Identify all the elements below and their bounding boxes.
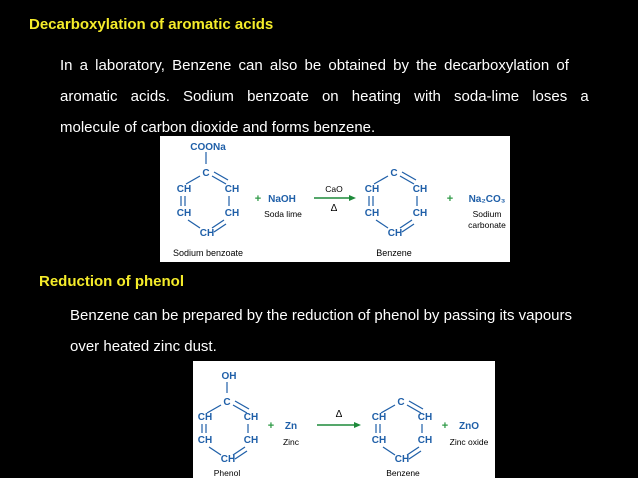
- arrow-head: [349, 195, 356, 201]
- heat-symbol: Δ: [330, 203, 338, 214]
- ring-atom-label: CH: [394, 454, 410, 465]
- heat-symbol: Δ: [335, 409, 343, 420]
- section-title-reduction: Reduction of phenol: [39, 273, 184, 290]
- section-title-decarboxylation: Decarboxylation of aromatic acids: [29, 16, 274, 33]
- ring-atom-label: C: [390, 168, 398, 179]
- condition-label: CaO: [325, 184, 343, 194]
- ring-atom-label: CH: [224, 208, 240, 219]
- product-name: Benzene: [376, 248, 412, 258]
- ring-atom-label: CH: [197, 435, 213, 446]
- ring-atom-label: CH: [176, 184, 192, 195]
- paragraph-line-4: Benzene can be prepared by the reduction of phenol by passing its vapours: [70, 307, 573, 324]
- plus-sign: +: [446, 193, 454, 205]
- ring-atom-label: C: [397, 397, 405, 408]
- bond-line: [374, 176, 388, 184]
- reactant-name: Phenol: [213, 468, 241, 478]
- byproduct-label: Na₂CO₃: [468, 194, 506, 205]
- ring-atom-label: C: [223, 397, 231, 408]
- ring-atom-label: CH: [197, 412, 213, 423]
- substituent-label: OH: [221, 371, 237, 382]
- ring-atom-label: CH: [364, 184, 380, 195]
- byproduct-note: carbonate: [468, 220, 506, 230]
- plus-sign: +: [441, 420, 449, 432]
- reagent-label: Zn: [284, 421, 298, 432]
- reaction-2-svg: [193, 361, 495, 478]
- bond-line: [186, 176, 200, 184]
- product-name: Benzene: [386, 468, 420, 478]
- ring-atom-label: CH: [387, 228, 403, 239]
- paragraph-line-2: aromatic acids. Sodium benzoate on heating with soda-lime loses a: [60, 88, 589, 105]
- bond-line: [209, 447, 221, 455]
- ring-atom-label: CH: [199, 228, 215, 239]
- ring-atom-label: C: [202, 168, 210, 179]
- ring-atom-label: CH: [417, 412, 433, 423]
- byproduct-note: Sodium: [472, 209, 502, 219]
- paragraph-line-1: In a laboratory, Benzene can also be obtained by the decarboxylation of: [60, 57, 569, 74]
- ring-atom-label: CH: [364, 208, 380, 219]
- reaction-1-svg: [160, 136, 510, 262]
- ring-atom-label: CH: [412, 208, 428, 219]
- bond-line: [383, 447, 395, 455]
- byproduct-note: Zinc oxide: [449, 437, 489, 447]
- ring-atom-label: CH: [417, 435, 433, 446]
- ring-atom-label: CH: [371, 435, 387, 446]
- reactant-name: Sodium benzoate: [172, 248, 244, 258]
- reagent-note: Soda lime: [264, 209, 302, 219]
- reaction-diagram-decarboxylation: [160, 136, 510, 262]
- ring-atom-label: CH: [224, 184, 240, 195]
- substituent-label: COONa: [190, 142, 226, 153]
- paragraph-line-3: molecule of carbon dioxide and forms benzene.: [60, 119, 376, 136]
- paragraph-line-5: over heated zinc dust.: [70, 338, 217, 355]
- byproduct-label: ZnO: [459, 421, 479, 432]
- plus-sign: +: [254, 193, 262, 205]
- ring-atom-label: CH: [243, 412, 259, 423]
- plus-sign: +: [267, 420, 275, 432]
- ring-atom-label: CH: [371, 412, 387, 423]
- ring-atom-label: CH: [412, 184, 428, 195]
- ring-atom-label: CH: [176, 208, 192, 219]
- ring-atom-label: CH: [243, 435, 259, 446]
- reaction-diagram-phenol-reduction: [193, 361, 495, 478]
- bond-line: [376, 220, 388, 228]
- ring-atom-label: CH: [220, 454, 236, 465]
- reagent-note: Zinc: [282, 437, 300, 447]
- bond-line: [188, 220, 200, 228]
- reagent-label: NaOH: [268, 194, 296, 205]
- arrow-head: [354, 422, 361, 428]
